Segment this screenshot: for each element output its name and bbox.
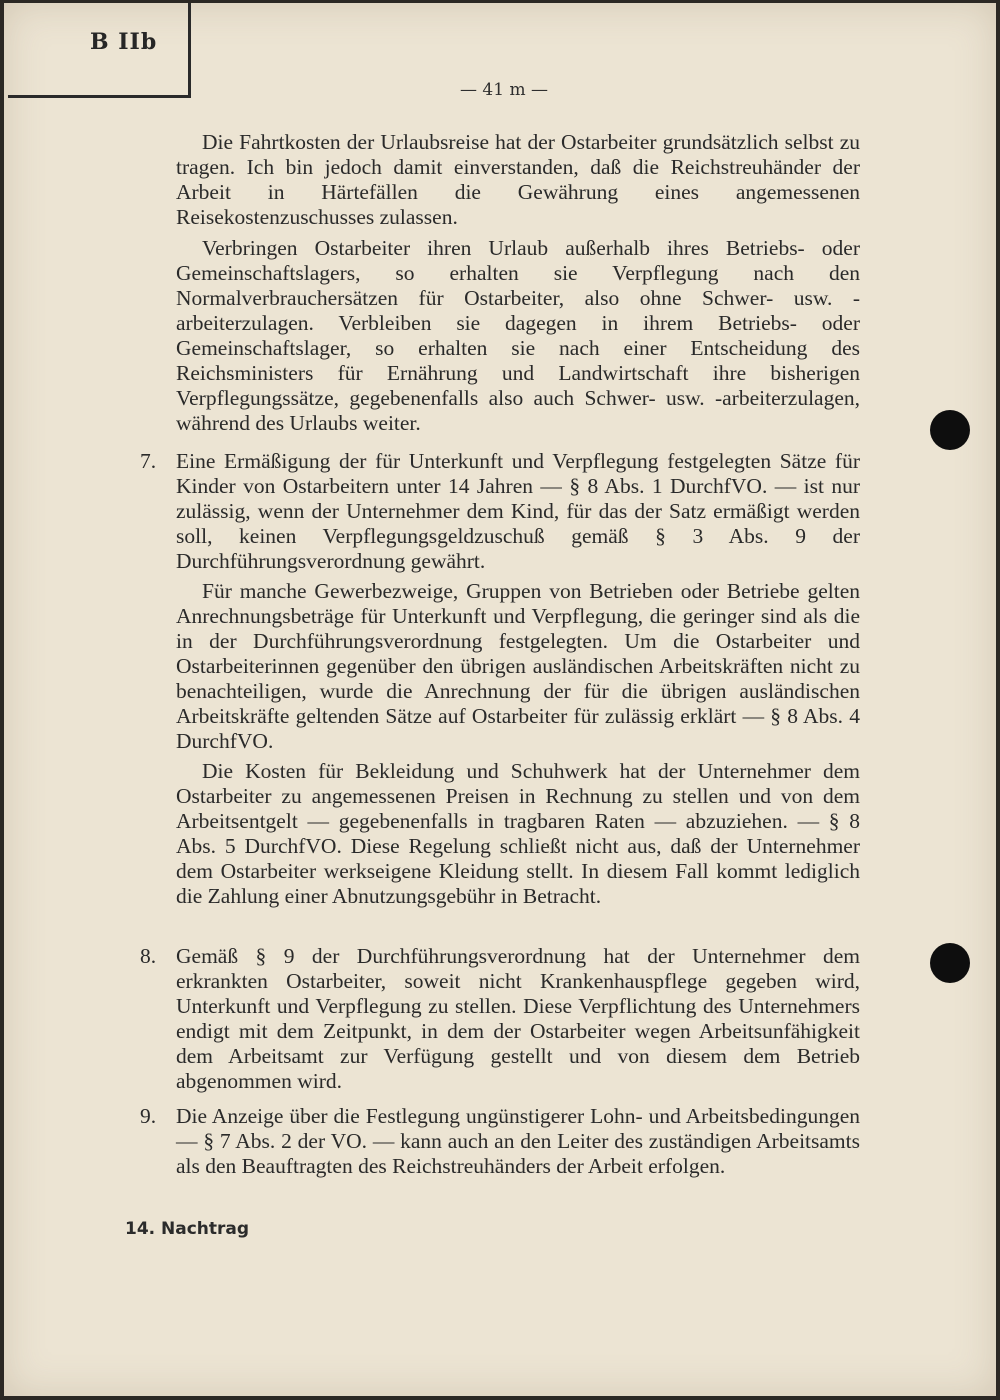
item-7-paragraph-2: Für manche Gewerbezweige, Gruppen von Betrieben oder Betriebe gelten Anrechnungsbeträge für Unterkunft und Verpflegung, die geringer sind als die in der Durchführungsverordnung festgelegten. Um die Ostarbeiter und Ostarbeiterinnen gegenüber den übrigen ausländischen Arbeitskräften nicht zu benachteiligen, wurde die Anrechnung der für die übrigen ausländischen Arbeitskräfte geltenden Sätze auf Ostarbeiter für zulässig erklärt — § 8 Abs. 4 DurchfVO.: [176, 579, 860, 753]
paragraph-travel-costs: Die Fahrtkosten der Urlaubsreise hat der Ostarbeiter grundsätzlich selbst zu tragen. Ich bin jedoch damit einverstanden, daß die Reichstreuhänder der Arbeit in Härtefällen die Gewährung eines angemessenen Reisekostenzuschusses zulassen.: [176, 130, 860, 229]
item-7-paragraph-3: Die Kosten für Bekleidung und Schuhwerk hat der Unternehmer dem Ostarbeiter zu angemessenen Preisen in Rechnung zu stellen und von dem Arbeitsentgelt — gegebenenfalls in tragbaren Raten — abzuziehen. — § 8 Abs. 5 DurchfVO. Diese Regelung schließt nicht aus, daß der Unternehmer dem Ostarbeiter werkseigene Kleidung stellt. In diesem Fall kommt lediglich die Zahlung einer Abnutzungsgebühr in Betracht.: [176, 759, 860, 908]
item-number-9: 9.: [140, 1104, 157, 1128]
page-number: — 41 m —: [460, 80, 548, 100]
paragraph-vacation-meals: Verbringen Ostarbeiter ihren Urlaub außerhalb ihres Betriebs- oder Gemeinschaftslagers, so erhalten sie Verpflegung nach den Normalverbrauchersätzen für Ostarbeiter, also ohne Schwer- usw. -arbeiterzulagen. Verbleiben sie dagegen in ihrem Betriebs- oder Gemeinschaftslager, so erhalten sie nach einer Entscheidung des Reichsministers für Ernährung und Landwirtschaft ihre bisherigen Verpflegungssätze, gegebenenfalls also auch Schwer- usw. -arbeiterzulagen, während des Urlaubs weiter.: [176, 236, 860, 435]
document-page: [4, 3, 996, 1396]
item-number-8: 8.: [140, 944, 157, 968]
supplement-label: 14. Nachtrag: [125, 1219, 250, 1239]
item-8-text: Gemäß § 9 der Durchführungsverordnung hat der Unternehmer dem erkrankten Ostarbeiter, soweit nicht Krankenhauspflege gegeben wird, Unterkunft und Verpflegung zu stellen. Diese Verpflichtung des Unternehmers endigt mit dem Zeitpunkt, in dem der Ostarbeiter wegen Arbeitsunfähigkeit dem Arbeitsamt zur Verfügung gestellt und von diesem dem Betrieb abgenommen wird.: [176, 944, 860, 1093]
punch-hole-bottom: [930, 943, 970, 983]
item-number-7: 7.: [140, 449, 157, 473]
punch-hole-top: [930, 410, 970, 450]
item-9-text: Die Anzeige über die Festlegung ungünstigerer Lohn- und Arbeitsbedingungen — § 7 Abs. 2 der VO. — kann auch an den Leiter des zuständigen Arbeitsamts als den Beauftragten des Reichstreuhänders der Arbeit erfolgen.: [176, 1104, 860, 1178]
item-7-text: Eine Ermäßigung der für Unterkunft und Verpflegung festgelegten Sätze für Kinder von Ostarbeitern unter 14 Jahren — § 8 Abs. 1 DurchfVO. — ist nur zulässig, wenn der Unternehmer dem Kind, für das der Satz ermäßigt werden soll, keinen Verpflegungsgeldzuschuß gemäß § 3 Abs. 9 der Durchführungsverordnung gewährt.: [176, 449, 860, 573]
section-label: B IIb: [90, 29, 158, 55]
